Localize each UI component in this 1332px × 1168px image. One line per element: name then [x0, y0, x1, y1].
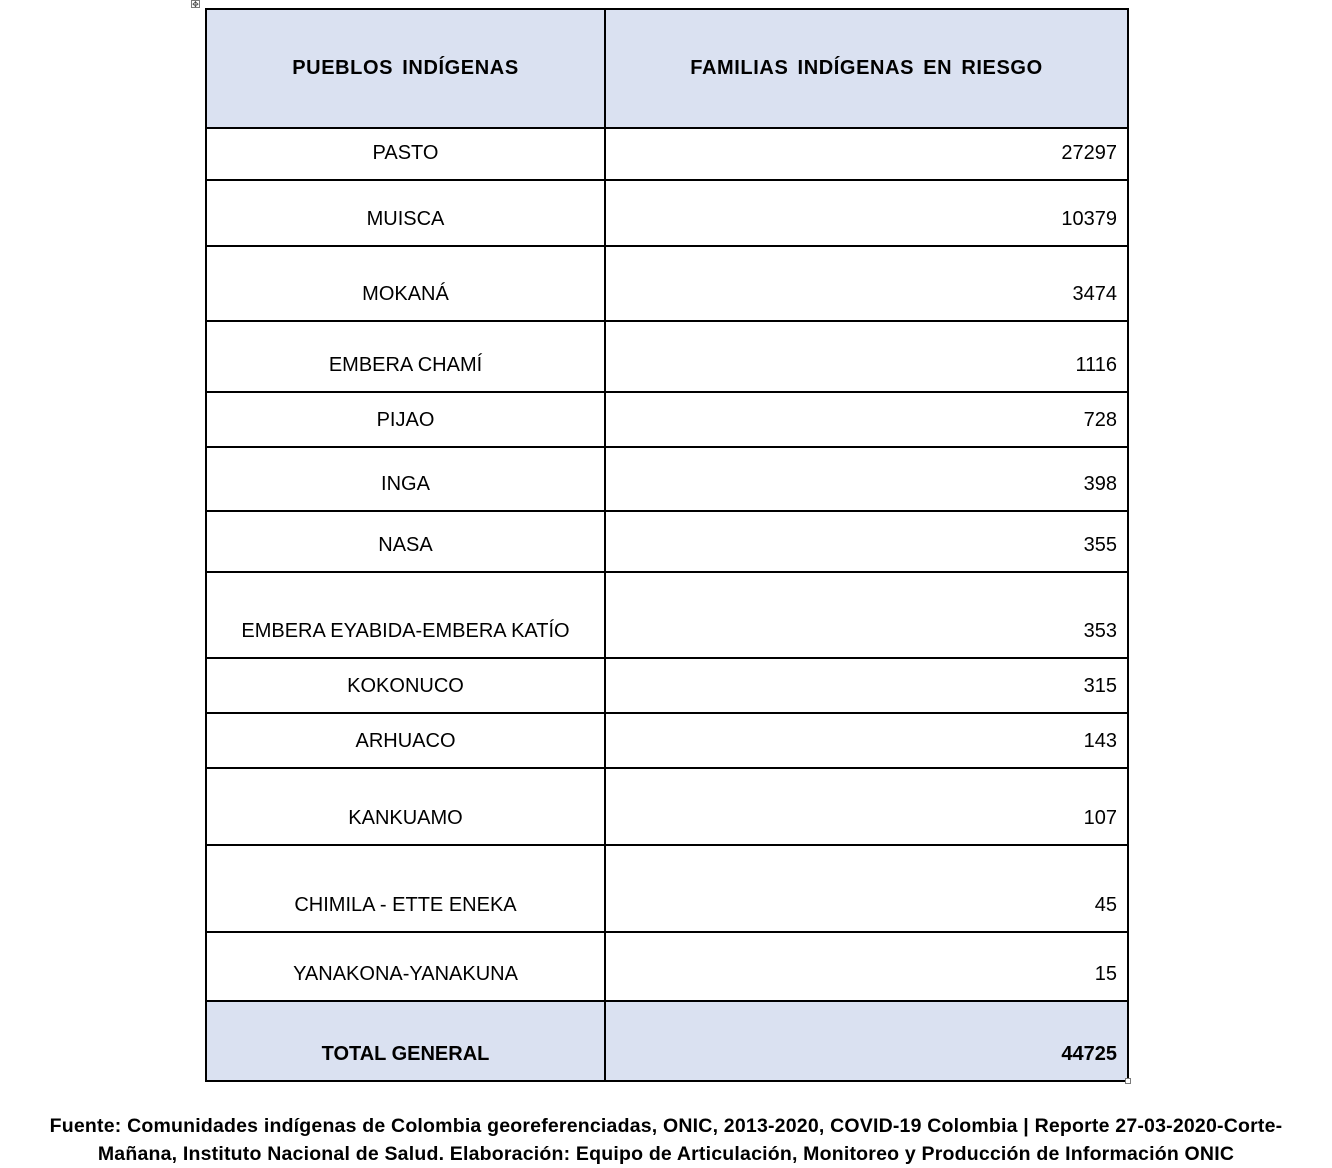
table-row	[206, 658, 1128, 713]
source-line-1: Fuente: Comunidades indígenas de Colombia georeferenciadas, ONIC, 2013-2020, COVID-19 Colombia | Reporte 27-03-2020-Corte-	[49, 1115, 1283, 1137]
cell-pueblo: MOKANÁ	[206, 246, 605, 321]
cell-familias: 45	[605, 845, 1128, 932]
table-move-handle-icon[interactable]: ✥	[192, 0, 199, 9]
table-row	[206, 180, 1128, 246]
total-label: TOTAL GENERAL	[206, 1001, 605, 1081]
table-row	[206, 246, 1128, 321]
cell-pueblo: YANAKONA-YANAKUNA	[206, 932, 605, 1001]
cell-familias: 143	[605, 713, 1128, 768]
source-caption	[0, 1112, 1332, 1168]
table-header-row	[206, 9, 1128, 128]
cell-pueblo: KOKONUCO	[206, 658, 605, 713]
header-pueblos: PUEBLOS INDÍGENAS	[206, 9, 605, 128]
table-resize-handle-icon[interactable]	[1125, 1078, 1131, 1084]
table-row	[206, 128, 1128, 180]
cell-familias: 107	[605, 768, 1128, 845]
cell-familias: 353	[605, 572, 1128, 658]
cell-familias: 315	[605, 658, 1128, 713]
cell-familias: 355	[605, 511, 1128, 572]
cell-familias: 728	[605, 392, 1128, 447]
indigenous-families-table	[205, 8, 1129, 1082]
cell-familias: 10379	[605, 180, 1128, 246]
table-row	[206, 932, 1128, 1001]
cell-familias: 3474	[605, 246, 1128, 321]
table-row	[206, 321, 1128, 392]
cell-familias: 15	[605, 932, 1128, 1001]
cell-pueblo: EMBERA EYABIDA-EMBERA KATÍO	[206, 572, 605, 658]
cell-familias: 398	[605, 447, 1128, 511]
cell-pueblo: PIJAO	[206, 392, 605, 447]
cell-pueblo: MUISCA	[206, 180, 605, 246]
header-familias: FAMILIAS INDÍGENAS EN RIESGO	[605, 9, 1128, 128]
cell-pueblo: KANKUAMO	[206, 768, 605, 845]
cell-familias: 27297	[605, 128, 1128, 180]
table-row	[206, 511, 1128, 572]
cell-familias: 1116	[605, 321, 1128, 392]
cell-pueblo: CHIMILA - ETTE ENEKA	[206, 845, 605, 932]
source-line-2: Mañana, Instituto Nacional de Salud. Elaboración: Equipo de Articulación, Monitoreo y Producción de Información ONIC	[97, 1143, 1235, 1165]
table-row	[206, 572, 1128, 658]
table-row	[206, 768, 1128, 845]
cell-pueblo: ARHUACO	[206, 713, 605, 768]
cell-pueblo: EMBERA CHAMÍ	[206, 321, 605, 392]
table-total-row	[206, 1001, 1128, 1081]
table-row	[206, 447, 1128, 511]
total-value: 44725	[605, 1001, 1128, 1081]
table-row	[206, 392, 1128, 447]
cell-pueblo: PASTO	[206, 128, 605, 180]
cell-pueblo: INGA	[206, 447, 605, 511]
table-row	[206, 845, 1128, 932]
cell-pueblo: NASA	[206, 511, 605, 572]
table-row	[206, 713, 1128, 768]
